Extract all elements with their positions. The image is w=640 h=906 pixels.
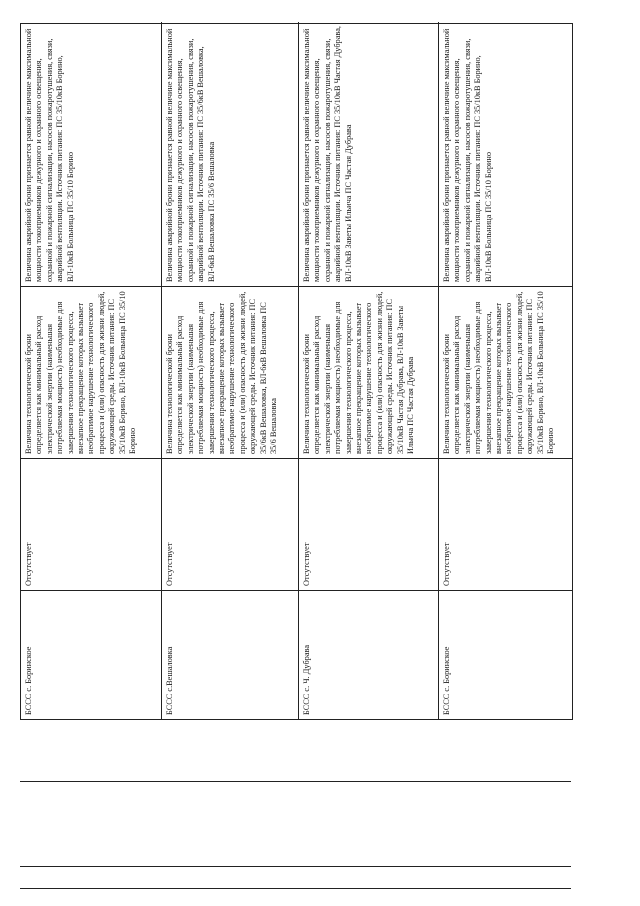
table-row [438, 22, 572, 719]
technological-reserve-cell: Величина технологической брони определяется как минимальный расход электрической энергии (наименьшая потребляемая мощность) необходимые для завершения технологического процесса, внезапное прекращение которых вызывает необратимое нарушение технологического процесса и (или) опасность для жизни людей, окружающей среды. Источник питания: ПС 35/10кВ Частая Дубрава, ВЛ-10кВ Заветы Ильича ПС Частая Дубрава [299, 287, 438, 459]
table-row [161, 22, 298, 719]
object-name-cell: БССС с. Боринское [24, 646, 33, 715]
table-row [298, 22, 438, 719]
status-cell: Отсутствует [21, 459, 161, 591]
emergency-reserve-cell: Величина аварийной брони признается равной величине максимальной мощности токоприемников дежурного и охранного освещения, охранной и пожарной сигнализации, насосов пожаротушения, связи, аварийной вентиляции. Источник питания: ПС 35/10кВ Борино, ВЛ-10кВ Больница ПС 35/10 Борино [439, 22, 572, 287]
status-cell: Отсутствует [162, 459, 298, 591]
divider-line [20, 888, 571, 889]
technological-reserve-cell: Величина технологической брони определяется как минимальный расход электрической энергии (наименьшая потребляемая мощность) необходимые для завершения технологического процесса, внезапное прекращение которых вызывает необратимое нарушение технологического процесса и (или) опасность для жизни людей, окружающей среды. Источник питания: ПС 35/10кВ Борино, ВЛ-10кВ Больница ПС 35/10 Борино [21, 287, 161, 459]
emergency-reserve-cell: Величина аварийной брони признается равной величине максимальной мощности токоприемников дежурного и охранного освещения, охранной и пожарной сигнализации, насосов пожаротушения, связи, аварийной вентиляции. Источник питания: ПС 35/10кВ Частая Дубрава, ВЛ-10кВ Заветы Ильича ПС Частая Дубрава [299, 22, 438, 287]
emergency-reserve-cell: Величина аварийной брони признается равной величине максимальной мощности токоприемников дежурного и охранного освещения, охранной и пожарной сигнализации, насосов пожаротушения, связи, аварийной вентиляции. Источник питания: ПС 35/10кВ Борино, ВЛ-10кВ Больница ПС 35/10 Борино [21, 22, 161, 287]
divider-line [20, 781, 571, 782]
table-row [21, 22, 161, 719]
emergency-reserve-cell: Величина аварийной брони признается равной величине максимальной мощности токоприемников дежурного и охранного освещения, охранной и пожарной сигнализации, насосов пожаротушения, связи, аварийной вентиляции. Источник питания: ПС 35/6кВ Вешаловка, ВЛ-6кВ Вешаловка ПС 35/6 Вешаловка [162, 22, 298, 287]
technological-reserve-cell: Величина технологической брони определяется как минимальный расход электрической энергии (наименьшая потребляемая мощность) необходимые для завершения технологического процесса, внезапное прекращение которых вызывает необратимое нарушение технологического процесса и (или) опасность для жизни людей, окружающей среды. Источник питания: ПС 35/10кВ Борино, ВЛ-10кВ Больница ПС 35/10 Борино [439, 287, 572, 459]
object-name-cell: БССС с.Вешаловка [165, 646, 174, 715]
rotated-table-container [20, 23, 573, 720]
status-cell: Отсутствует [299, 459, 438, 591]
object-name-cell: БССС с. Ч. Дубрава [302, 645, 311, 715]
object-name-cell: БССС с. Боринское [442, 646, 451, 715]
divider-line [20, 866, 571, 867]
technological-reserve-cell: Величина технологической брони определяется как минимальный расход электрической энергии (наименьшая потребляемая мощность) необходимые для завершения технологического процесса, внезапное прекращение которых вызывает необратимое нарушение технологического процесса и (или) опасность для жизни людей, окружающей среды. Источник питания: ПС 35/6кВ Вешаловка, ВЛ-6кВ Вешаловка ПС 35/6 Вешаловка [162, 287, 298, 459]
power-reserve-table [20, 23, 573, 720]
status-cell: Отсутствует [439, 459, 572, 591]
